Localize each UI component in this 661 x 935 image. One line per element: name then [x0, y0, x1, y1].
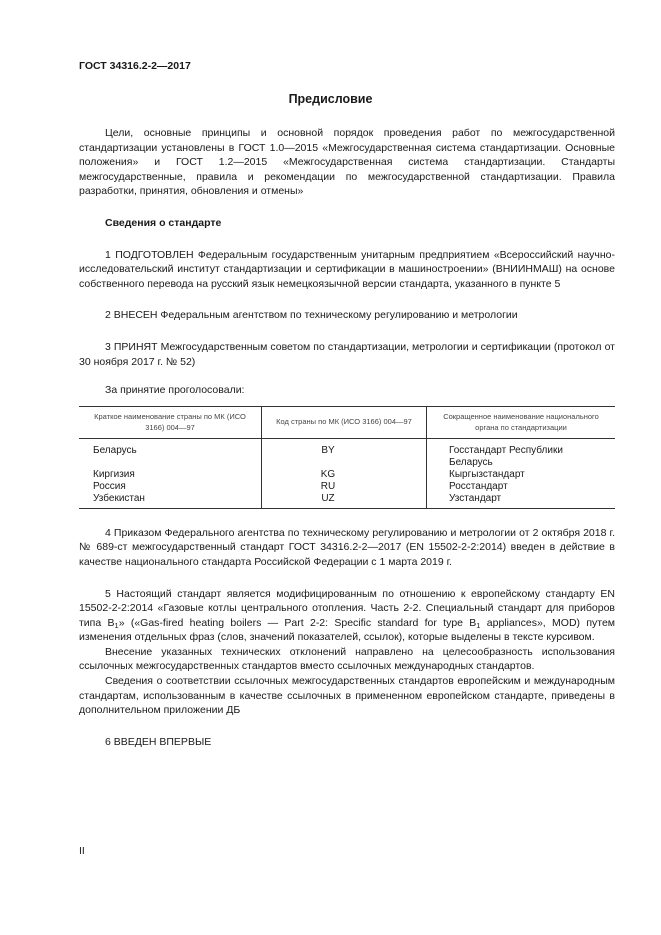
- country-cell: Беларусь: [93, 444, 137, 456]
- item-5-subscript-1: 1: [114, 620, 119, 630]
- table-row: [79, 469, 615, 481]
- country-cell: Россия: [93, 480, 126, 492]
- organ-cell: Росстандарт: [427, 481, 616, 493]
- item-3: 3 ПРИНЯТ Межгосударственным советом по стандартизации, метрологии и сертификации (протокол от 30 ноября 2017 г. № 52): [79, 340, 615, 368]
- item-5: [79, 587, 615, 645]
- intro-paragraph: Цели, основные принципы и основной порядок проведения работ по межгосударственной стандартизации установлены в ГОСТ 1.0—2015 «Межгосударственная система стандартизации. Основные положения» и ГОСТ 1.2—2015 «Межгосударственная система стандартизации. Стандарты межгосударственные, правила и рекомендации по межгосударственной стандартизации. Правила разработки, принятия, обновления и отмены»: [79, 127, 615, 198]
- code-cell: BY: [262, 438, 427, 469]
- voted-label: За принятие проголосовали:: [105, 384, 245, 397]
- item-6: 6 ВВЕДЕН ВПЕРВЫЕ: [105, 735, 212, 748]
- item-4: 4 Приказом Федерального агентства по техническому регулированию и метрологии от 2 октября 2018 г. № 689-ст межгосударственный стандарт ГОСТ 34316.2-2—2017 (EN 15502-2-2:2014) введен в действие в качестве национального стандарта Российской Федерации с 1 марта 2019 г.: [79, 526, 615, 568]
- item-5-paragraph-2: Внесение указанных технических отклонений направлено на целесообразность использования ссылочных межгосударственных стандартов вместо ссылочных международных стандартов.: [79, 645, 615, 673]
- foreword-content: [79, 126, 615, 749]
- code-cell: RU: [262, 481, 427, 493]
- organ-cell: Узстандарт: [427, 493, 616, 509]
- vote-table-header: [79, 406, 615, 438]
- col-header-organ: Сокращенное наименование национального органа по стандартизации: [427, 406, 616, 438]
- item-1: 1 ПОДГОТОВЛЕН Федеральным государственным унитарным предприятием «Всероссийский научно-исследовательский институт стандартизации и сертификации в машиностроении» (ВНИИНМАШ) на основе собственного перевода на русский язык немецкоязычной версии стандарта, указанного в пункте 5: [79, 248, 615, 290]
- organ-cell: Кыргызстандарт: [427, 469, 616, 481]
- table-row: [79, 493, 615, 509]
- item-5-text-3: appliances», MOD) путем изменения отдельных фраз (слов, значений показателей, ссылок), которые выделены в тексте курсивом.: [79, 616, 616, 644]
- vote-table: [79, 406, 615, 509]
- item-5-subscript-2: 1: [476, 620, 481, 630]
- country-cell: Узбекистан: [79, 493, 262, 509]
- country-cell: Киргизия: [93, 468, 135, 480]
- code-cell: KG: [262, 469, 427, 481]
- item-2: 2 ВНЕСЕН Федеральным агентством по техническому регулированию и метрологии: [105, 309, 518, 322]
- table-row: [79, 438, 615, 469]
- page-title: Предисловие: [288, 92, 373, 106]
- item-5-paragraph-3: Сведения о соответствии ссылочных межгосударственных стандартов европейским и международным стандартам, использованным в качестве ссылочных в примененном европейском стандарте, приведены в дополнительном приложении ДБ: [79, 675, 615, 717]
- section-heading: Сведения о стандарте: [105, 216, 222, 229]
- col-header-code: Код страны по МК (ИСО 3166) 004—97: [262, 406, 427, 438]
- page-number: II: [79, 845, 85, 857]
- item-5-text-1: 5 Настоящий стандарт является модифицированным по отношению к европейскому стандарту EN 15502-2-2:2014 «Газовые котлы центрального отопления. Часть 2-2. Специальный стандарт для приборов типа B: [79, 587, 615, 629]
- col-header-country: Краткое наименование страны по МК (ИСО 3166) 004—97: [79, 406, 262, 438]
- organ-cell: Госстандарт Республики Беларусь: [427, 438, 616, 469]
- item-5-text-2: » («Gas-fired heating boilers — Part 2-2: Specific standard for type B: [118, 616, 477, 629]
- table-row: [79, 481, 615, 493]
- code-cell: UZ: [262, 493, 427, 509]
- standard-code: ГОСТ 34316.2-2—2017: [79, 60, 191, 72]
